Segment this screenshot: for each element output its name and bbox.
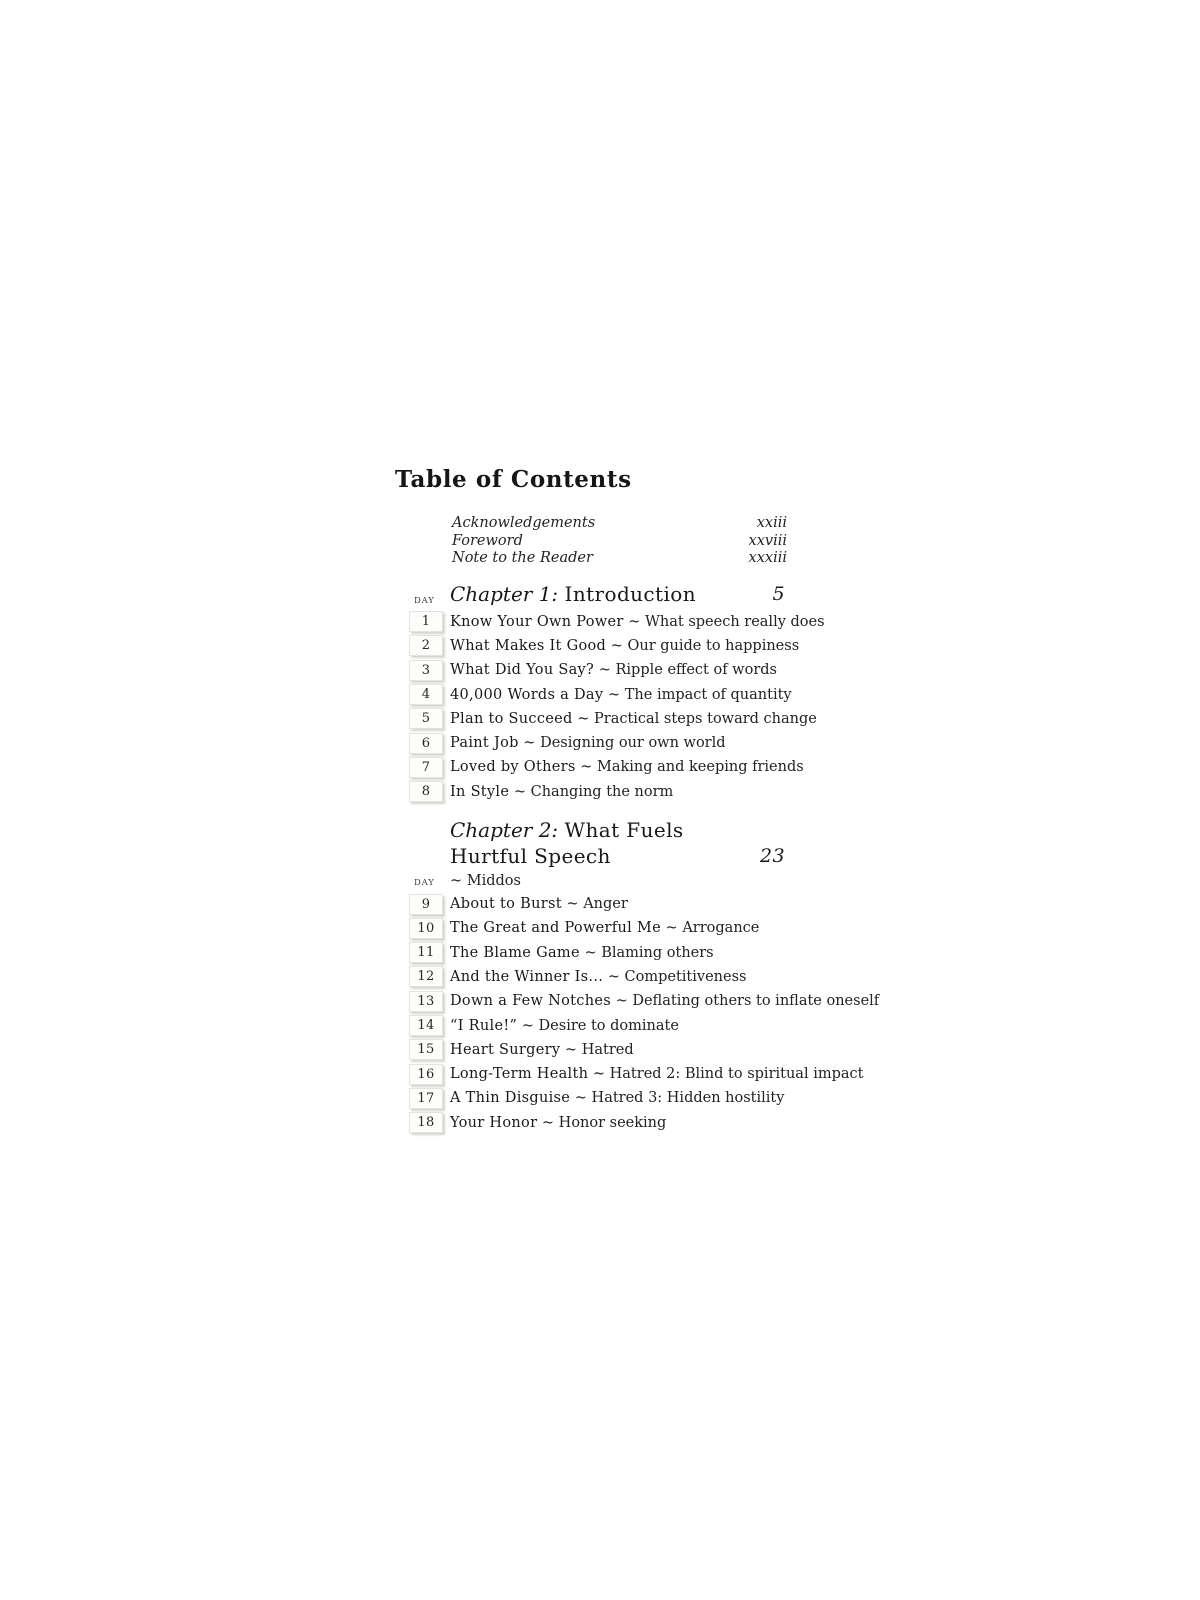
entry-title: What Makes It Good	[450, 637, 607, 654]
day-number-box	[409, 757, 443, 778]
day-number-box	[409, 660, 443, 681]
front-matter-item	[452, 533, 787, 551]
chapter-prefix: Chapter 1:	[450, 581, 565, 606]
toc-entry	[395, 965, 793, 989]
toc-entry	[395, 1013, 793, 1037]
entry-text	[450, 735, 726, 751]
entry-title: Heart Surgery	[450, 1041, 561, 1058]
day-number-box	[409, 1064, 443, 1085]
entry-description: Hatred 3: Hidden hostility	[591, 1090, 785, 1107]
toc-entry	[395, 1111, 793, 1135]
day-number-box	[409, 966, 443, 987]
entry-description: Hatred 2: Blind to spiritual impact	[609, 1066, 864, 1083]
entry-text	[450, 896, 628, 912]
day-number: 14	[417, 1018, 435, 1033]
toc-entry	[395, 634, 800, 658]
entry-title: Down a Few Notches	[450, 993, 611, 1010]
entry-separator: ~	[537, 1114, 559, 1131]
day-number-box	[409, 733, 443, 754]
entry-text	[450, 1115, 666, 1131]
entry-text	[450, 687, 792, 703]
day-gutter	[395, 942, 450, 963]
entry-title: Paint Job	[450, 735, 519, 752]
entry-text	[450, 945, 714, 961]
chapter-section	[395, 817, 880, 1135]
chapter-heading-gutter	[395, 595, 450, 607]
day-gutter	[395, 918, 450, 939]
day-number-box	[409, 1015, 443, 1036]
day-number-box	[409, 635, 443, 656]
day-number: 5	[421, 711, 431, 727]
entry-description: Arrogance	[682, 920, 760, 937]
day-number-box	[409, 991, 443, 1012]
entry-text	[450, 920, 759, 936]
day-gutter	[395, 894, 450, 915]
day-gutter	[395, 991, 450, 1012]
day-number: 15	[417, 1042, 435, 1058]
entry-separator: ~	[623, 613, 645, 630]
front-matter-label: Foreword	[452, 532, 523, 549]
day-gutter	[395, 966, 450, 987]
entry-text	[450, 759, 804, 775]
front-matter-list	[452, 515, 787, 568]
day-gutter	[395, 733, 450, 754]
day-number-box	[409, 1112, 443, 1133]
entry-separator: ~	[572, 710, 594, 727]
entry-title: Know Your Own Power	[450, 613, 624, 630]
entry-description: Honor seeking	[558, 1114, 667, 1131]
entry-text	[450, 969, 746, 985]
entry-description: Deflating others to inflate oneself	[632, 993, 880, 1010]
day-number: 9	[421, 896, 431, 912]
day-number: 6	[421, 735, 431, 751]
entry-title: Long-Term Health	[450, 1066, 589, 1083]
front-matter-label: Acknowledgements	[452, 515, 596, 531]
entry-separator: ~	[579, 944, 602, 961]
day-number-box	[409, 942, 443, 963]
entry-text	[450, 1042, 634, 1058]
day-gutter	[395, 1088, 450, 1109]
entry-description: Practical steps toward change	[594, 710, 817, 727]
front-matter-item	[452, 550, 787, 568]
entry-title: Your Honor	[450, 1114, 538, 1131]
day-number: 7	[421, 759, 431, 775]
entry-text	[450, 1090, 784, 1106]
day-number: 10	[417, 920, 435, 936]
day-gutter	[395, 635, 450, 656]
entry-separator: ~	[588, 1066, 610, 1083]
day-gutter	[395, 1039, 450, 1060]
chapter-subtitle-row	[395, 871, 793, 889]
day-number: 8	[421, 784, 431, 800]
day-gutter	[395, 757, 450, 778]
entry-description: Making and keeping friends	[597, 759, 804, 776]
day-column-label: DAY	[414, 595, 435, 606]
entry-text	[450, 614, 825, 630]
entry-description: Changing the norm	[530, 783, 674, 800]
entry-title: “I Rule!”	[450, 1017, 518, 1034]
day-number: 1	[421, 614, 431, 630]
entry-text	[450, 662, 777, 678]
toc-entry	[395, 1086, 793, 1110]
entry-description: What speech really does	[645, 613, 825, 630]
front-matter-page-number: xxviii	[748, 532, 787, 549]
toc-entry	[395, 658, 793, 682]
entry-description: The impact of quantity	[624, 686, 792, 703]
day-gutter	[395, 708, 450, 729]
entry-separator: ~	[603, 968, 625, 985]
entry-title: Loved by Others	[450, 759, 576, 776]
entry-separator: ~	[603, 686, 625, 703]
entry-text	[450, 711, 817, 727]
day-column-label: DAY	[414, 877, 435, 888]
toc-entry	[395, 1062, 864, 1086]
entry-title: Plan to Succeed	[450, 710, 573, 727]
day-number: 12	[417, 969, 435, 985]
entry-title: What Did You Say?	[450, 662, 595, 679]
page-title: Table of Contents	[395, 466, 632, 493]
entry-text	[450, 638, 799, 654]
day-gutter	[395, 611, 450, 632]
entry-text	[450, 1018, 679, 1034]
toc-entry	[395, 731, 793, 755]
day-number-box	[409, 611, 443, 632]
entry-title: And the Winner Is...	[450, 968, 604, 985]
entry-text	[450, 1066, 863, 1082]
chapter-subtitle: ~ Middos	[450, 872, 521, 889]
day-gutter	[395, 684, 450, 705]
entry-title: A Thin Disguise	[450, 1090, 571, 1107]
entry-separator: ~	[606, 637, 628, 654]
entry-separator: ~	[575, 759, 597, 776]
entry-text	[450, 784, 673, 800]
chapter-section	[395, 581, 825, 804]
day-number-box	[409, 781, 443, 802]
day-gutter	[395, 781, 450, 802]
chapter-title: Introduction	[564, 581, 696, 606]
toc-page	[395, 466, 880, 1135]
toc-entry	[395, 1038, 793, 1062]
toc-entry	[395, 780, 793, 804]
day-number: 18	[417, 1115, 435, 1131]
entry-separator: ~	[518, 735, 541, 752]
entry-description: Blaming others	[601, 944, 714, 961]
chapter-title-line	[450, 581, 773, 607]
chapter-page-number: 23	[760, 844, 785, 867]
entry-description: Hatred	[581, 1041, 634, 1058]
toc-entry	[395, 916, 793, 940]
entry-separator: ~	[570, 1090, 592, 1107]
entry-description: Anger	[583, 896, 628, 913]
toc-entry	[395, 989, 880, 1013]
entry-separator: ~	[660, 920, 683, 937]
day-number-box	[409, 918, 443, 939]
entry-description: Our guide to happiness	[627, 637, 800, 654]
front-matter-page-number: xxxiii	[748, 550, 787, 566]
day-gutter	[395, 1112, 450, 1133]
chapter-page-number: 5	[772, 582, 785, 605]
day-number: 17	[417, 1090, 435, 1106]
entry-description: Competitiveness	[624, 968, 747, 985]
toc-entry	[395, 682, 793, 706]
day-gutter	[395, 1064, 450, 1085]
front-matter-item	[452, 515, 787, 533]
day-gutter	[395, 660, 450, 681]
front-matter-label: Note to the Reader	[452, 550, 593, 566]
day-number: 4	[421, 687, 431, 703]
front-matter-page-number: xxiii	[756, 515, 787, 531]
day-number-box	[409, 1039, 443, 1060]
chapter-entries	[395, 610, 825, 804]
day-number-box	[409, 708, 443, 729]
entry-title: The Great and Powerful Me	[450, 920, 661, 937]
day-number-box	[409, 894, 443, 915]
entry-separator: ~	[561, 896, 584, 913]
entry-separator: ~	[610, 993, 633, 1010]
entry-description: Designing our own world	[540, 735, 726, 752]
day-number: 11	[417, 945, 435, 961]
chapters	[395, 581, 880, 1135]
chapter-title-line	[450, 817, 760, 869]
chapter-heading	[395, 817, 793, 869]
entry-separator: ~	[517, 1017, 539, 1034]
day-number-box	[409, 684, 443, 705]
chapter-prefix: Chapter 2:	[450, 817, 565, 842]
toc-entry	[395, 940, 793, 964]
day-number: 3	[421, 662, 431, 678]
day-number: 2	[421, 638, 431, 654]
entry-title: 40,000 Words a Day	[450, 686, 604, 703]
toc-entry	[395, 610, 825, 634]
chapter-heading	[395, 581, 793, 607]
entry-separator: ~	[560, 1041, 582, 1058]
chapter-subtitle-gutter	[395, 877, 450, 889]
entry-text	[450, 993, 879, 1009]
entry-title: The Blame Game	[450, 944, 580, 961]
day-number: 13	[417, 993, 435, 1009]
entry-title: In Style	[450, 783, 510, 800]
day-number: 16	[417, 1066, 435, 1082]
day-number-box	[409, 1088, 443, 1109]
chapter-entries	[395, 892, 880, 1135]
chapter-title: What Fuels Hurtful Speech	[450, 817, 684, 868]
entry-separator: ~	[594, 662, 616, 679]
entry-separator: ~	[509, 783, 531, 800]
day-gutter	[395, 1015, 450, 1036]
entry-title: About to Burst	[450, 896, 562, 913]
entry-description: Desire to dominate	[538, 1017, 679, 1034]
toc-entry	[395, 755, 804, 779]
toc-entry	[395, 707, 817, 731]
toc-entry	[395, 892, 793, 916]
entry-description: Ripple effect of words	[615, 662, 777, 679]
